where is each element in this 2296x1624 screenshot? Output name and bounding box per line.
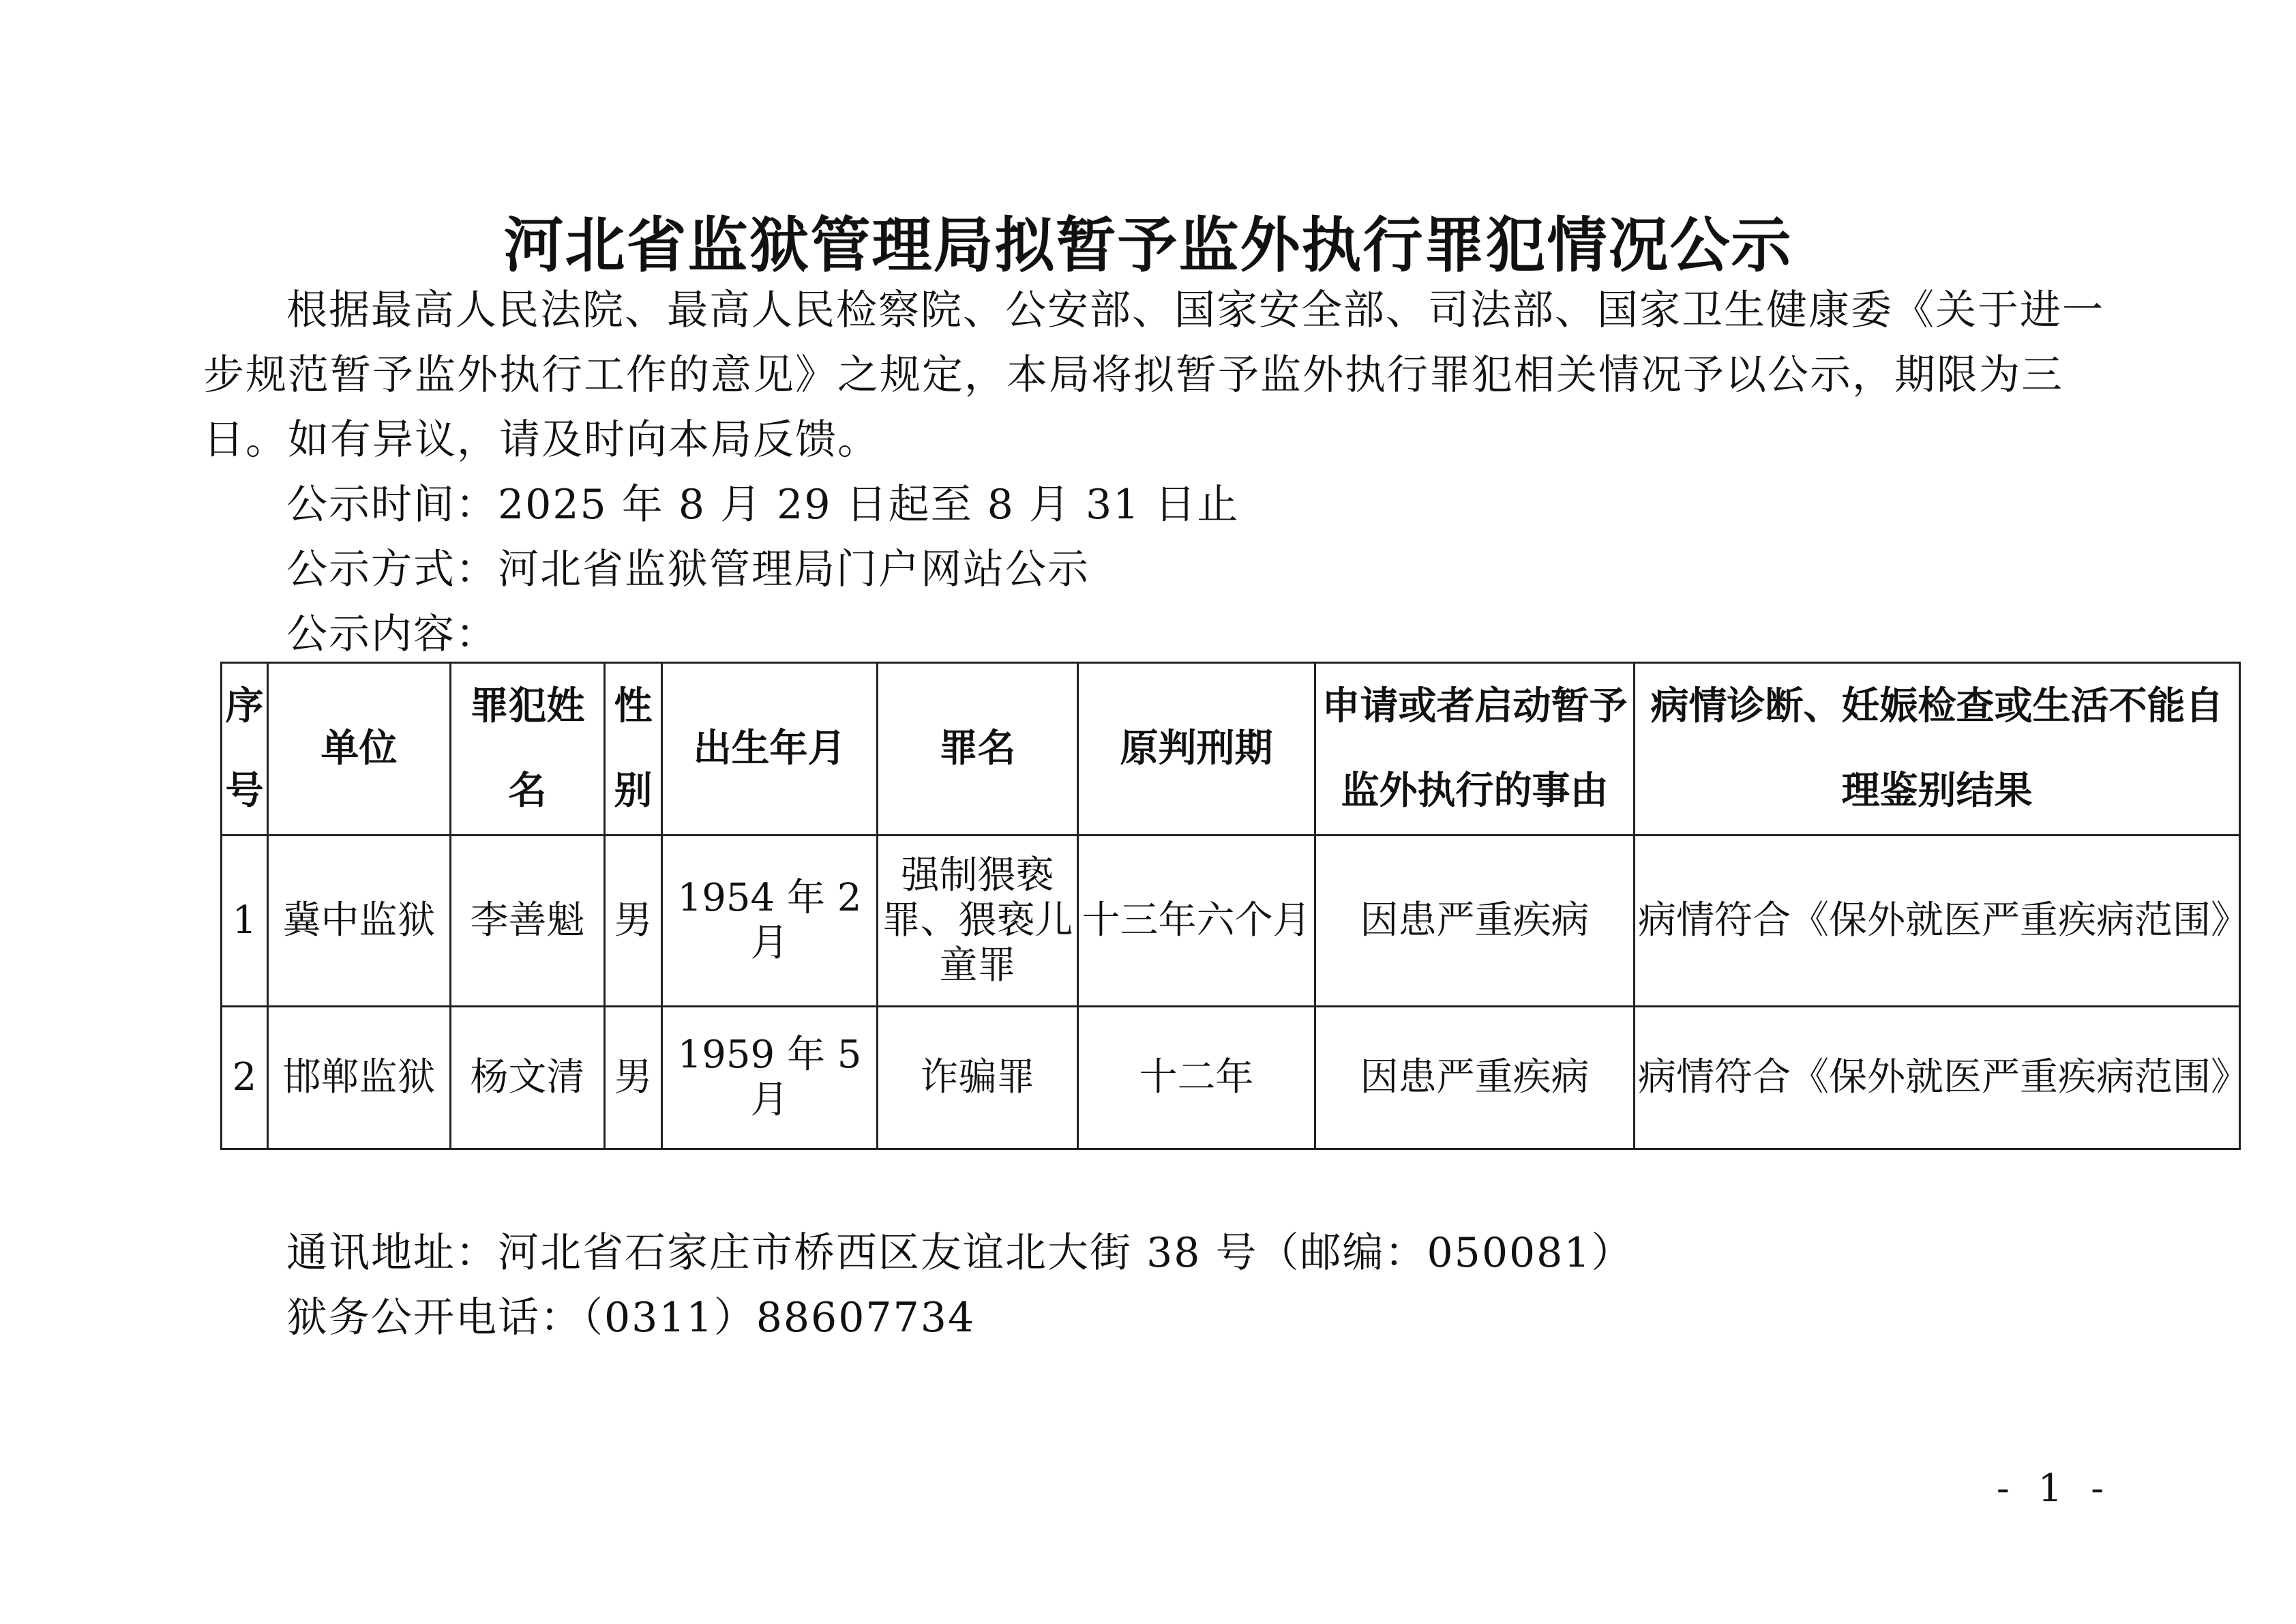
cell-gender: 男: [605, 1007, 662, 1149]
header-reason: 申请或者启动暂予监外执行的事由: [1315, 663, 1635, 836]
header-crime: 罪名: [878, 663, 1078, 836]
cell-sentence: 十三年六个月: [1078, 836, 1315, 1007]
header-unit: 单位: [268, 663, 451, 836]
intro-paragraph: 根据最高人民法院、最高人民检察院、公安部、国家安全部、司法部、国家卫生健康委《关于进一步规范暂予监外执行工作的意见》之规定，本局将拟暂予监外执行罪犯相关情况予以公示，期限为三日。如有异议，请及时向本局反馈。: [203, 286, 2104, 464]
cell-reason: 因患严重疾病: [1315, 836, 1635, 1007]
cell-name: 杨文清: [451, 1007, 605, 1149]
public-phone: 狱务公开电话：（0311）88607734: [286, 1294, 976, 1342]
cell-result: 病情符合《保外就医严重疾病范围》: [1635, 836, 2240, 1007]
cell-gender: 男: [605, 836, 662, 1007]
notice-content-label: 公示内容：: [286, 610, 498, 658]
cell-name: 李善魁: [451, 836, 605, 1007]
cell-result: 病情符合《保外就医严重疾病范围》: [1635, 1007, 2240, 1149]
contact-info: [286, 1221, 1634, 1350]
notice-time: 公示时间：2025 年 8 月 29 日起至 8 月 31 日止: [286, 481, 1240, 529]
cell-seq: 2: [222, 1007, 268, 1149]
mailing-address: 通讯地址：河北省石家庄市桥西区友谊北大街 38 号（邮编：050081）: [286, 1229, 1634, 1277]
header-result: 病情诊断、妊娠检查或生活不能自理鉴别结果: [1635, 663, 2240, 836]
header-birth: 出生年月: [662, 663, 878, 836]
cell-crime: 诈骗罪: [878, 1007, 1078, 1149]
table-row: [222, 1007, 2240, 1149]
cell-reason: 因患严重疾病: [1315, 1007, 1635, 1149]
notice-method: 公示方式：河北省监狱管理局门户网站公示: [286, 546, 1090, 593]
document-title: 河北省监狱管理局拟暂予监外执行罪犯情况公示: [503, 210, 1793, 280]
cell-unit: 邯郸监狱: [268, 1007, 451, 1149]
cell-sentence: 十二年: [1078, 1007, 1315, 1149]
cell-birth: 1959 年 5 月: [662, 1007, 878, 1149]
page-number: - 1 -: [1996, 1466, 2112, 1511]
header-gender: 性别: [605, 663, 662, 836]
prisoner-table: [220, 662, 2249, 1150]
cell-crime: 强制猥亵罪、猥亵儿童罪: [878, 836, 1078, 1007]
cell-birth: 1954 年 2 月: [662, 836, 878, 1007]
table-header-row: [222, 663, 2240, 836]
header-sentence: 原判刑期: [1078, 663, 1315, 836]
header-seq: 序号: [222, 663, 268, 836]
header-name: 罪犯姓名: [451, 663, 605, 836]
cell-unit: 冀中监狱: [268, 836, 451, 1007]
table-row: [222, 836, 2240, 1007]
document-body: [203, 278, 2113, 667]
cell-seq: 1: [222, 836, 268, 1007]
